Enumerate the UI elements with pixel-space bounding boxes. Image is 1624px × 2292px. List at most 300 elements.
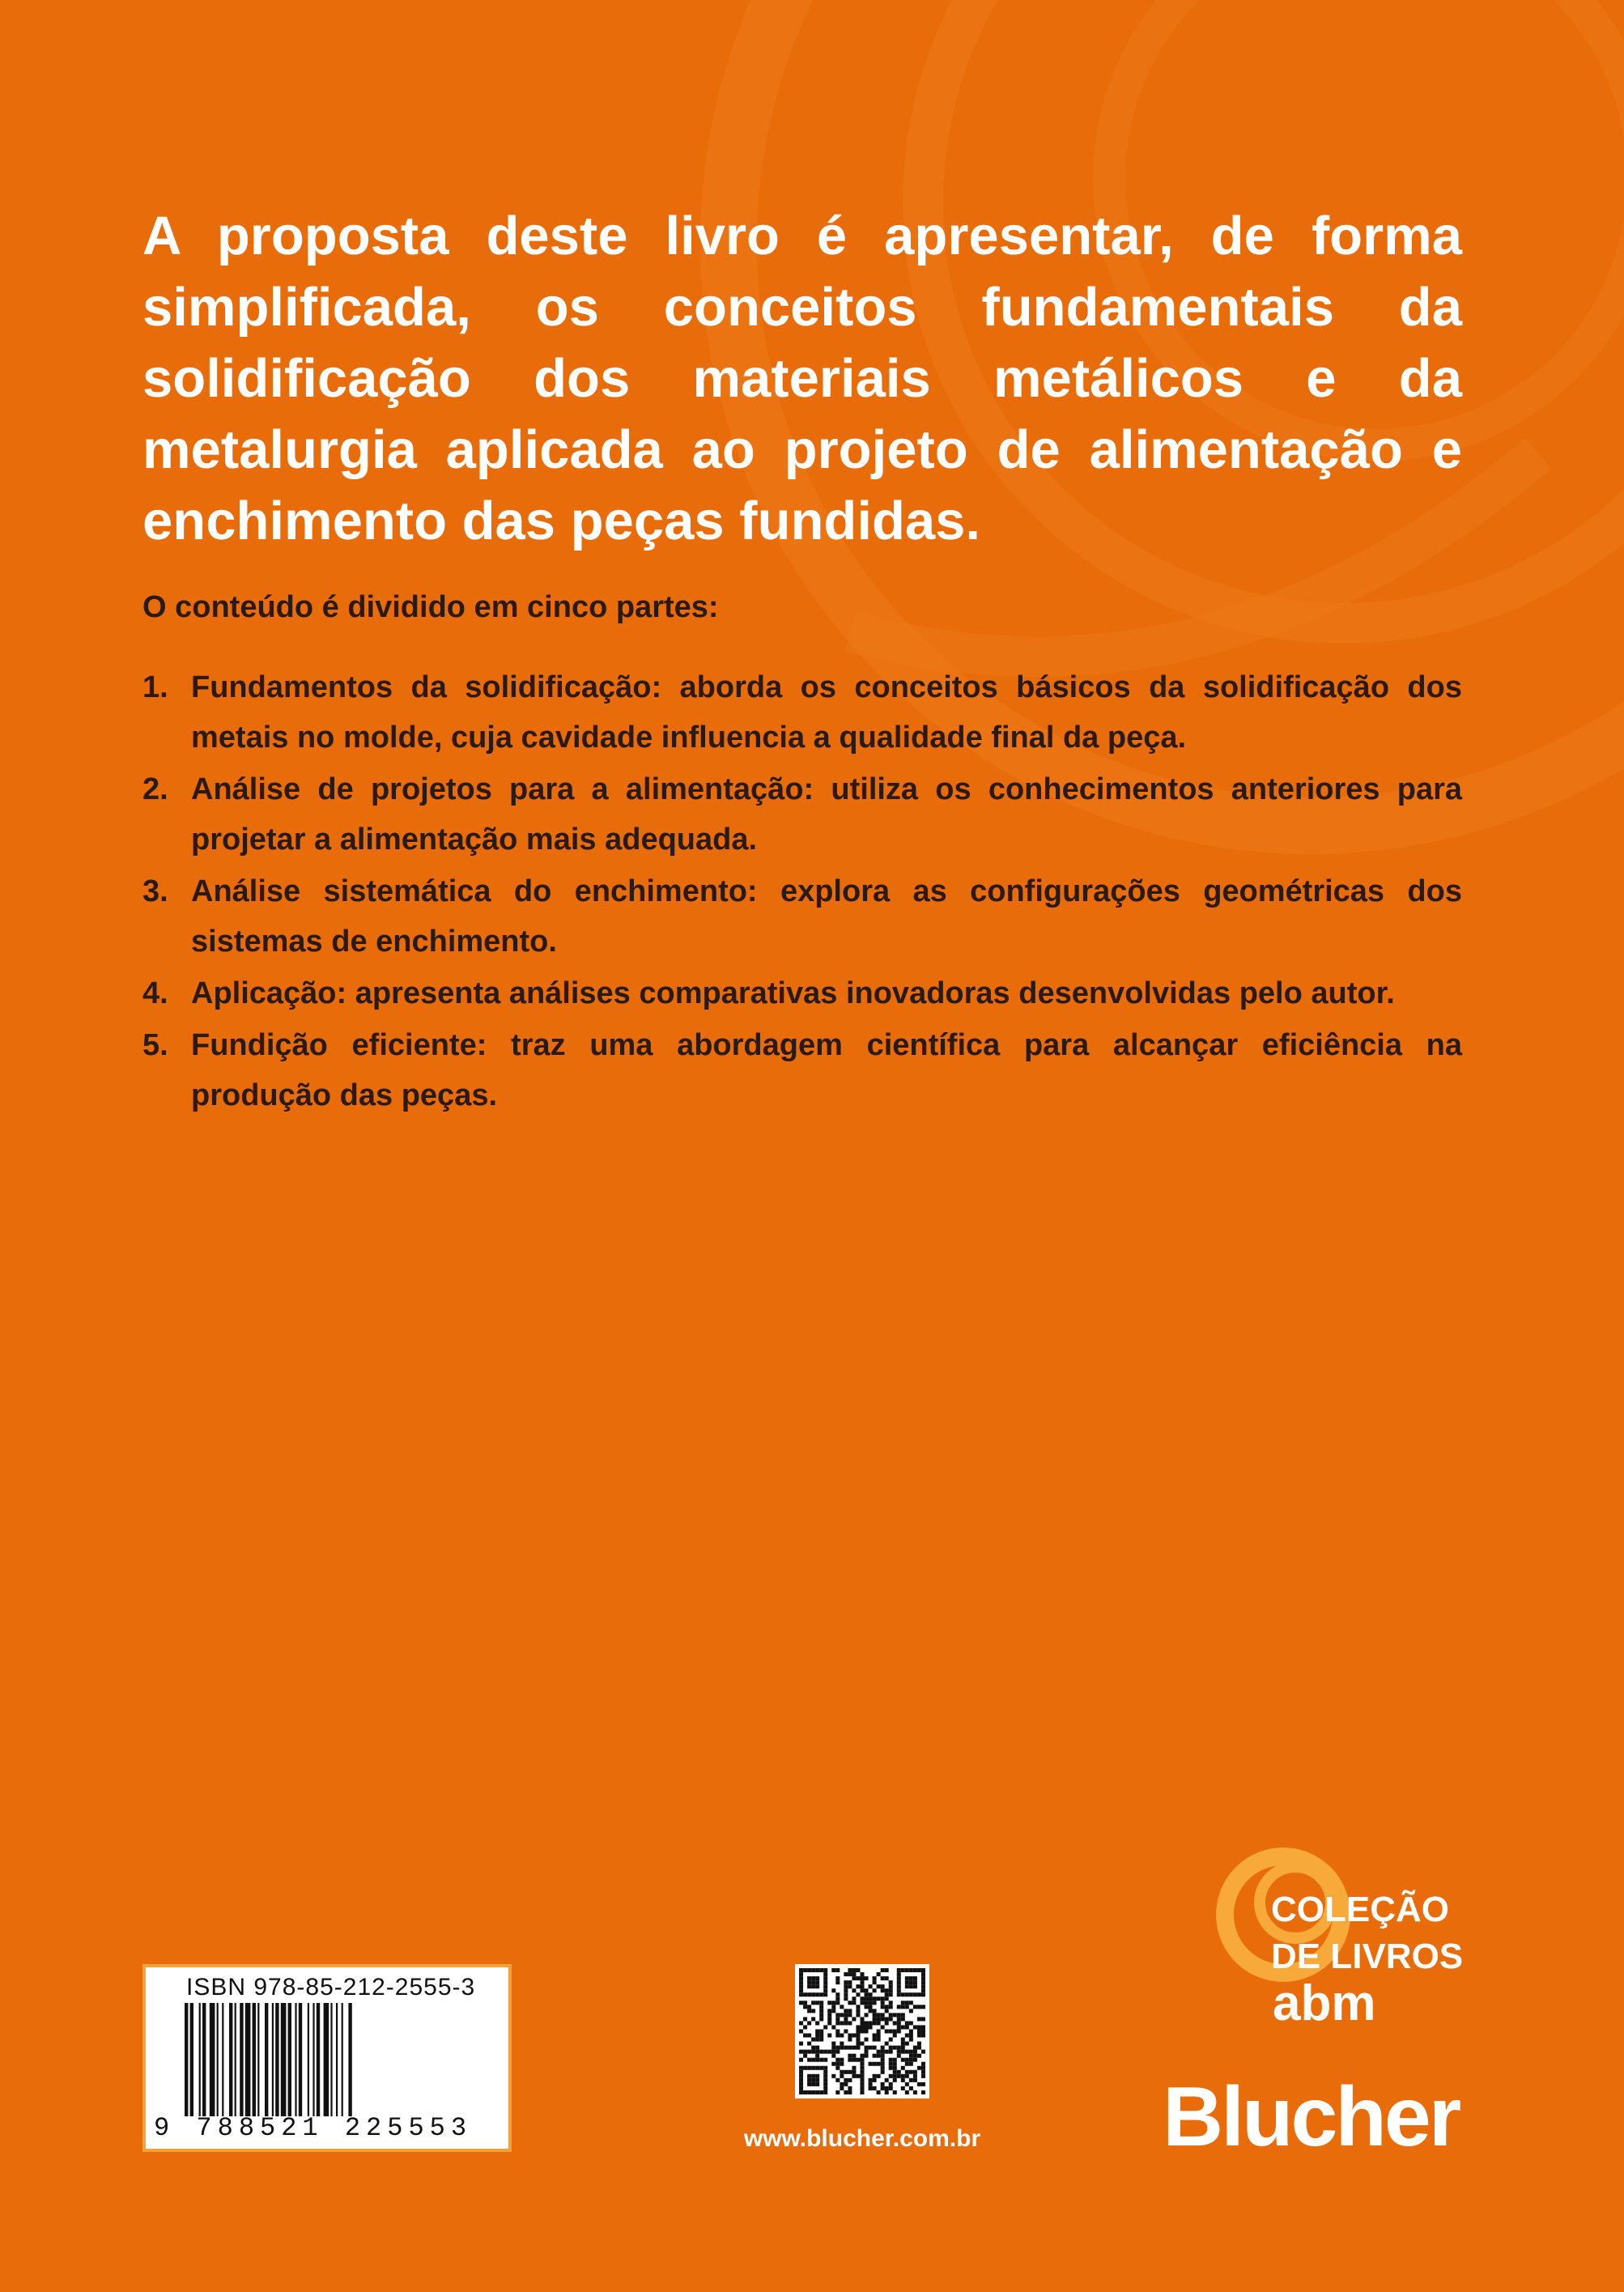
qr-module xyxy=(844,1996,848,2001)
qr-module xyxy=(799,2066,803,2070)
barcode-bar xyxy=(265,2003,268,2116)
qr-module xyxy=(881,2066,885,2070)
qr-module xyxy=(811,2017,815,2021)
qr-module xyxy=(889,2086,893,2090)
qr-module xyxy=(893,2058,897,2062)
qr-module xyxy=(873,2086,877,2090)
list-item-text: Fundição eficiente: traz uma abordagem científica para alcançar eficiência na produção das peças. xyxy=(191,1028,1462,1112)
qr-module xyxy=(831,1968,835,1972)
qr-module xyxy=(819,1992,823,1996)
qr-module xyxy=(881,2017,885,2021)
qr-module xyxy=(901,2001,905,2005)
isbn-barcode xyxy=(142,1964,512,2152)
qr-module xyxy=(835,1996,840,2001)
qr-module xyxy=(909,2078,913,2082)
barcode-bar xyxy=(240,2003,243,2116)
qr-module xyxy=(889,2029,893,2033)
qr-module xyxy=(877,2017,881,2021)
qr-module xyxy=(905,2070,909,2074)
qr-module xyxy=(881,2001,885,2005)
qr-module xyxy=(852,2054,856,2058)
qr-module xyxy=(844,2090,848,2094)
qr-module xyxy=(860,1972,864,1976)
qr-module xyxy=(885,2005,889,2009)
qr-module xyxy=(819,2013,823,2017)
qr-module xyxy=(860,2042,864,2046)
qr-module xyxy=(848,1968,852,1972)
qr-module xyxy=(840,2034,844,2038)
qr-module xyxy=(811,1992,815,1996)
qr-module xyxy=(860,1976,864,1980)
qr-module xyxy=(831,2074,835,2078)
qr-module xyxy=(803,1968,807,1972)
qr-module xyxy=(811,2038,815,2042)
qr-module xyxy=(840,2042,844,2046)
qr-module xyxy=(803,2001,807,2005)
qr-module xyxy=(811,2058,815,2062)
qr-module xyxy=(865,1992,869,1996)
qr-module xyxy=(844,1980,848,1984)
list-item xyxy=(142,866,1462,967)
qr-module xyxy=(815,1968,819,1972)
qr-module xyxy=(913,2090,917,2094)
qr-module xyxy=(823,2050,827,2054)
qr-module xyxy=(885,2090,889,2094)
qr-module xyxy=(865,1988,869,1992)
qr-module xyxy=(913,2078,917,2082)
qr-module xyxy=(889,2066,893,2070)
qr-module xyxy=(873,2017,877,2021)
qr-module xyxy=(869,2078,873,2082)
qr-module xyxy=(885,1976,889,1980)
qr-module xyxy=(856,2034,860,2038)
qr-module xyxy=(860,2058,864,2062)
qr-module xyxy=(799,1968,803,1972)
barcode-bar xyxy=(257,2003,259,2116)
qr-module xyxy=(881,1968,885,1972)
qr-module xyxy=(815,2001,819,2005)
qr-module xyxy=(901,2050,905,2054)
qr-module xyxy=(831,2001,835,2005)
qr-module xyxy=(819,2009,823,2013)
qr-module xyxy=(831,2005,835,2009)
qr-module xyxy=(856,1976,860,1980)
qr-module xyxy=(921,2066,925,2070)
qr-module xyxy=(909,1976,913,1980)
qr-module xyxy=(815,2066,819,2070)
qr-module xyxy=(844,2070,848,2074)
qr-module xyxy=(913,2050,917,2054)
qr-module xyxy=(811,2050,815,2054)
qr-module xyxy=(860,2078,864,2082)
qr-module xyxy=(921,1972,925,1976)
qr-module xyxy=(873,2001,877,2005)
barcode-bar xyxy=(336,2003,338,2116)
barcode-bar xyxy=(210,2003,215,2116)
qr-module xyxy=(921,2062,925,2066)
qr-module xyxy=(815,2021,819,2025)
qr-module xyxy=(877,1984,881,1988)
list-item-number: 3. xyxy=(142,874,168,908)
qr-module xyxy=(803,2090,807,2094)
qr-module xyxy=(823,2070,827,2074)
qr-module xyxy=(881,2046,885,2050)
qr-module xyxy=(881,1988,885,1992)
qr-module xyxy=(848,2078,852,2082)
qr-module xyxy=(897,1980,901,1984)
qr-module xyxy=(852,1972,856,1976)
qr-module xyxy=(905,2074,909,2078)
qr-module xyxy=(909,2062,913,2066)
qr-module xyxy=(852,2034,856,2038)
qr-module xyxy=(873,2062,877,2066)
qr-module xyxy=(869,2062,873,2066)
qr-module xyxy=(835,2001,840,2005)
qr-module xyxy=(873,1976,877,1980)
qr-module xyxy=(905,2062,909,2066)
qr-module xyxy=(835,1980,840,1984)
qr-module xyxy=(881,2050,885,2054)
qr-module xyxy=(815,2090,819,2094)
qr-module xyxy=(877,2090,881,2094)
qr-module xyxy=(893,2021,897,2025)
qr-module xyxy=(885,2029,889,2033)
qr-module xyxy=(873,2054,877,2058)
qr-module xyxy=(815,1992,819,1996)
qr-module xyxy=(905,2025,909,2029)
qr-module xyxy=(815,2034,819,2038)
qr-module xyxy=(835,1976,840,1980)
qr-module xyxy=(807,2009,811,2013)
qr-module xyxy=(807,2078,811,2082)
qr-module xyxy=(913,2074,917,2078)
qr-module xyxy=(905,1984,909,1988)
list-item xyxy=(142,1020,1462,1120)
qr-module xyxy=(831,2062,835,2066)
qr-module xyxy=(819,2090,823,2094)
qr-module xyxy=(848,2034,852,2038)
qr-module xyxy=(819,2034,823,2038)
barcode-bars xyxy=(185,2003,476,2116)
qr-module xyxy=(803,2054,807,2058)
qr-module xyxy=(840,2046,844,2050)
qr-module xyxy=(799,2078,803,2082)
barcode-bar xyxy=(308,2003,309,2116)
qr-module xyxy=(909,2086,913,2090)
barcode-bar xyxy=(312,2003,314,2116)
qr-module xyxy=(921,2082,925,2086)
qr-module xyxy=(913,1984,917,1988)
barcode-bar xyxy=(275,2003,278,2116)
qr-module xyxy=(823,2090,827,2094)
qr-module xyxy=(897,2054,901,2058)
barcode-bar xyxy=(190,2003,193,2116)
qr-module xyxy=(848,2054,852,2058)
qr-module xyxy=(831,2046,835,2050)
qr-module xyxy=(893,2013,897,2017)
qr-module xyxy=(831,2050,835,2054)
qr-module xyxy=(901,2066,905,2070)
barcode-bar xyxy=(272,2003,274,2116)
qr-module xyxy=(881,1996,885,2001)
qr-module xyxy=(913,1992,917,1996)
website-link[interactable]: www.blucher.com.br xyxy=(743,2125,981,2152)
qr-module xyxy=(852,2066,856,2070)
list-item-number: 2. xyxy=(142,772,168,806)
qr-module xyxy=(860,2001,864,2005)
qr-module xyxy=(844,2017,848,2021)
qr-module xyxy=(921,2025,925,2029)
qr-module xyxy=(905,1992,909,1996)
qr-module xyxy=(905,2001,909,2005)
barcode-bar xyxy=(217,2003,219,2116)
qr-module xyxy=(877,1996,881,2001)
qr-module xyxy=(852,2070,856,2074)
qr-module xyxy=(885,2021,889,2025)
qr-module xyxy=(860,2070,864,2074)
qr-module xyxy=(852,2074,856,2078)
list-item-text: Aplicação: apresenta análises comparativas inovadoras desenvolvidas pelo autor. xyxy=(191,976,1395,1010)
qr-module xyxy=(811,2090,815,2094)
qr-module xyxy=(848,1980,852,1984)
barcode-bar xyxy=(299,2003,302,2116)
qr-module xyxy=(852,2058,856,2062)
qr-module xyxy=(881,2070,885,2074)
qr-module xyxy=(909,1968,913,1972)
qr-module xyxy=(865,1976,869,1980)
qr-module xyxy=(905,2021,909,2025)
qr-module xyxy=(848,2086,852,2090)
qr-module xyxy=(865,2005,869,2009)
qr-module xyxy=(897,1984,901,1988)
qr-module xyxy=(877,1972,881,1976)
qr-module xyxy=(873,2078,877,2082)
qr-module xyxy=(860,2082,864,2086)
qr-module xyxy=(815,1976,819,1980)
qr-module xyxy=(897,2013,901,2017)
qr-module xyxy=(881,2058,885,2062)
qr-module xyxy=(865,2021,869,2025)
qr-module xyxy=(819,2058,823,2062)
qr-module xyxy=(815,2029,819,2033)
qr-module xyxy=(856,2009,860,2013)
qr-module xyxy=(889,2005,893,2009)
qr-module xyxy=(799,2086,803,2090)
qr-code-icon[interactable] xyxy=(795,1964,929,2099)
qr-module xyxy=(799,1984,803,1988)
qr-module xyxy=(893,2046,897,2050)
qr-module xyxy=(917,2054,921,2058)
qr-module xyxy=(869,1992,873,1996)
qr-module xyxy=(848,2009,852,2013)
qr-module xyxy=(819,2050,823,2054)
qr-module xyxy=(799,1980,803,1984)
qr-module xyxy=(807,2042,811,2046)
qr-module xyxy=(865,2054,869,2058)
qr-module xyxy=(869,1984,873,1988)
qr-module xyxy=(865,2046,869,2050)
qr-module xyxy=(905,2058,909,2062)
barcode-bar xyxy=(295,2003,296,2116)
qr-module xyxy=(856,1992,860,1996)
qr-module xyxy=(917,2042,921,2046)
qr-module xyxy=(835,2062,840,2066)
qr-module xyxy=(856,2029,860,2033)
qr-module xyxy=(827,2001,831,2005)
qr-module xyxy=(803,2066,807,2070)
qr-module xyxy=(799,2050,803,2054)
qr-module xyxy=(885,2009,889,2013)
qr-module xyxy=(840,2013,844,2017)
qr-module xyxy=(873,1980,877,1984)
qr-module xyxy=(921,1992,925,1996)
qr-module xyxy=(905,2082,909,2086)
qr-module xyxy=(807,1968,811,1972)
qr-module xyxy=(835,1992,840,1996)
qr-module xyxy=(844,1984,848,1988)
qr-module xyxy=(799,2090,803,2094)
qr-module xyxy=(823,2066,827,2070)
qr-module xyxy=(893,2078,897,2082)
qr-module xyxy=(803,1992,807,1996)
qr-module xyxy=(835,2066,840,2070)
qr-module xyxy=(889,2074,893,2078)
qr-module xyxy=(848,2021,852,2025)
qr-module xyxy=(856,2005,860,2009)
qr-module xyxy=(835,2017,840,2021)
qr-module xyxy=(865,2025,869,2029)
qr-module xyxy=(840,2082,844,2086)
qr-module xyxy=(873,2034,877,2038)
qr-module xyxy=(835,2078,840,2082)
qr-module xyxy=(901,2005,905,2009)
qr-module xyxy=(885,1992,889,1996)
qr-module xyxy=(823,1988,827,1992)
qr-module xyxy=(844,1972,848,1976)
qr-module xyxy=(885,2042,889,2046)
qr-module xyxy=(856,2013,860,2017)
qr-module xyxy=(831,2054,835,2058)
abm-logo: abm xyxy=(1273,1975,1376,2031)
qr-module xyxy=(869,2021,873,2025)
qr-module xyxy=(917,2046,921,2050)
qr-module xyxy=(877,2050,881,2054)
qr-module xyxy=(897,2005,901,2009)
qr-module xyxy=(873,1996,877,2001)
isbn-label: ISBN 978-85-212-2555-3 xyxy=(186,1974,476,2001)
qr-module xyxy=(889,2038,893,2042)
qr-module xyxy=(909,2001,913,2005)
qr-module xyxy=(921,2017,925,2021)
qr-module xyxy=(897,2046,901,2050)
qr-module xyxy=(917,2082,921,2086)
qr-module xyxy=(901,2038,905,2042)
qr-module xyxy=(815,2078,819,2082)
qr-module xyxy=(856,2074,860,2078)
qr-module xyxy=(844,2078,848,2082)
qr-module xyxy=(815,1984,819,1988)
qr-module xyxy=(823,1968,827,1972)
qr-module xyxy=(799,2074,803,2078)
qr-module xyxy=(889,2062,893,2066)
qr-module xyxy=(885,2078,889,2082)
qr-module xyxy=(865,2050,869,2054)
qr-module xyxy=(856,1984,860,1988)
qr-module xyxy=(807,2005,811,2009)
qr-module xyxy=(852,1988,856,1992)
qr-module xyxy=(815,2074,819,2078)
barcode-bar xyxy=(253,2003,256,2116)
qr-module xyxy=(869,2001,873,2005)
qr-module xyxy=(856,2046,860,2050)
qr-module xyxy=(860,1996,864,2001)
qr-module xyxy=(901,2025,905,2029)
ean-digits: 9 788521 225553 xyxy=(154,2113,473,2143)
qr-module xyxy=(815,1980,819,1984)
qr-module xyxy=(860,2062,864,2066)
qr-module xyxy=(827,2017,831,2021)
qr-module xyxy=(885,2050,889,2054)
qr-module xyxy=(921,1980,925,1984)
collection-line-2: DE LIVROS xyxy=(1271,1937,1464,1976)
qr-module xyxy=(860,1984,864,1988)
qr-module xyxy=(835,2029,840,2033)
qr-module xyxy=(807,2058,811,2062)
qr-module xyxy=(909,1984,913,1988)
qr-module xyxy=(823,1984,827,1988)
parts-lead: O conteúdo é dividido em cinco partes: xyxy=(142,590,719,624)
qr-module xyxy=(901,2074,905,2078)
parts-list xyxy=(142,662,1462,1122)
qr-module xyxy=(831,2042,835,2046)
list-item-number: 5. xyxy=(142,1028,168,1062)
qr-module xyxy=(852,1976,856,1980)
qr-module xyxy=(840,2074,844,2078)
qr-module xyxy=(811,2082,815,2086)
qr-module xyxy=(815,2038,819,2042)
qr-module xyxy=(881,2005,885,2009)
qr-module xyxy=(848,2070,852,2074)
qr-module xyxy=(803,2025,807,2029)
qr-module xyxy=(844,2082,848,2086)
qr-module xyxy=(893,2090,897,2094)
qr-module xyxy=(823,2082,827,2086)
qr-module xyxy=(865,2029,869,2033)
qr-module xyxy=(909,2029,913,2033)
qr-module xyxy=(831,1988,835,1992)
qr-module xyxy=(889,1980,893,1984)
qr-module xyxy=(835,2058,840,2062)
qr-module xyxy=(823,2025,827,2029)
qr-module xyxy=(921,2034,925,2038)
qr-module xyxy=(921,1988,925,1992)
qr-module xyxy=(881,1984,885,1988)
qr-module xyxy=(913,2070,917,2074)
qr-module xyxy=(844,2009,848,2013)
qr-module xyxy=(901,1992,905,1996)
barcode-bar xyxy=(288,2003,291,2116)
qr-module xyxy=(799,1976,803,1980)
qr-module xyxy=(881,2082,885,2086)
qr-module xyxy=(865,2038,869,2042)
qr-module xyxy=(889,2017,893,2021)
qr-module xyxy=(921,2074,925,2078)
qr-module xyxy=(905,2042,909,2046)
qr-module xyxy=(869,2082,873,2086)
qr-module xyxy=(865,2013,869,2017)
qr-module xyxy=(905,2090,909,2094)
qr-module xyxy=(909,2058,913,2062)
